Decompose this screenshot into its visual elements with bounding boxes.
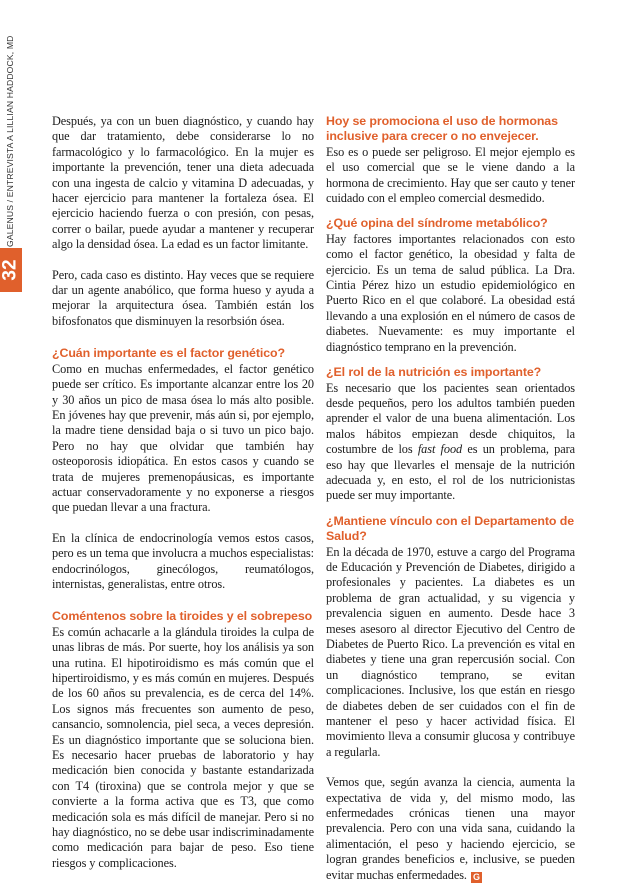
running-head <box>3 22 19 247</box>
section-heading: ¿Mantiene vínculo con el Departamento de Salud? <box>326 513 574 544</box>
side-strip <box>0 0 22 815</box>
section-heading: Coméntenos sobre la tiroides y el sobrepeso <box>52 609 313 624</box>
paragraph: Es común achacarle a la glándula tiroides la culpa de unas libras de más. Por suerte, hoy los análisis ya son una rutina. El hipotiroidismo es más común que el hipertiroidismo, y es más común en mujeres. Después de los 60 años su prevalencia, es de cerca del 14%. Los signos más frecuentes son aumento de peso, cansancio, somnolencia, piel seca, a veces depresión. Es un diagnóstico importante que se soluciona bien. Es necesario hacer pruebas de laboratorio y hay medicación bien conocida y bastante estandarizada con T4 (tiroxina) que se controla mejor y que se convierte a la forma activa que es T3, que como medicación sola es más difícil de manejar. Pero si no hay diagnóstico, no se debe usar indiscriminadamente como medicación para bajar de peso. Eso tiene riesgos y complicaciones. <box>52 624 314 870</box>
paragraph <box>326 775 575 883</box>
paragraph: Después, ya con un buen diagnóstico, y cuando hay que dar tratamiento, debe considerarse lo no farmacológico y lo farmacológico. En la mujer es importante la prevención, tener una dieta adecuada con una ingesta de calcio y vitamina D adecuadas, y hacer ejercicio para mantener la fortaleza ósea. El ejercicio haciendo fuerza o con presión, con pesas, correr o bailar, puede ayudar a mantener y recuperar algo la densidad ósea. La edad es un factor limitante. <box>52 114 314 252</box>
paragraph: Como en muchas enfermedades, el factor genético puede ser crítico. Es importante alcanzar entre los 20 y 30 años un pico de masa ósea lo más alto posible. En jóvenes hay que prevenir, más aún si, por ejemplo, la madre tiene densidad baja o si tuvo un pico bajo. Pero no hay que olvidar que también hay osteoporosis idiopática. En estos casos y cuando se trata de mujeres premenopáusicas, es importante actuar conservadoramente y no exponerse a riesgos que puedan llevar a una fractura. <box>52 361 314 515</box>
right-column <box>326 114 575 883</box>
paragraph-text: es un problema, para eso hay que llevarles el mensaje de la nutrición adecuada y, en esto, el rol de los nutricionistas puede ser muy importante. <box>326 442 575 503</box>
paragraph: Hay factores importantes relacionados con esto como el factor genético, la obesidad y falta de ejercicio. Es un tema de salud pública. La Dra. Cintia Pérez hizo un estudio epidemiológico en Puerto Rico en el que colaboré. La obesidad está llevando a una explosión en el número de casos de diabetes. Nuevamente: es muy importante el diagnóstico temprano en la prevención. <box>326 231 575 354</box>
end-mark-logo: G <box>471 872 482 883</box>
running-head-text: GALENUS / ENTREVISTA A LILLIAN HADDOCK, MD <box>5 35 15 247</box>
paragraph-text: Es necesario que los pacientes sean orientados desde pequeños, pero los adultos también pueden aprender el valor de una buena alimentación. Los malos hábitos empiezan desde chiquitos, la costumbre de los <box>326 380 575 457</box>
emphasis-text: fast food <box>417 442 463 457</box>
paragraph: Eso es o puede ser peligroso. El mejor ejemplo es el uso comercial que se le viene dando a la hormona de crecimiento. Hay que ser cauto y tener cuidado con el empleo comercial desmedido. <box>326 144 575 206</box>
section-heading: ¿Qué opina del síndrome metabólico? <box>326 216 548 231</box>
paragraph <box>326 381 575 504</box>
section-heading: ¿El rol de la nutrición es importante? <box>326 365 542 380</box>
paragraph: Pero, cada caso es distinto. Hay veces que se requiere dar un agente anabólico, que forma hueso y ayuda a mejorar la arquitectura ósea. También están los bifosfonatos que disminuyen la resorbsión ósea. <box>52 267 314 328</box>
page-number: 32 <box>0 259 21 281</box>
section-heading: ¿Cuán importante es el factor genético? <box>52 346 285 361</box>
paragraph: En la clínica de endocrinología vemos estos casos, pero es un tema que involucra a muchos especialistas: endocrinólogos, ginecólogos, reumatólogos, internistas, generalistas, entre otros. <box>52 530 314 591</box>
left-column <box>52 114 314 871</box>
paragraph-text: Vemos que, según avanza la ciencia, aumenta la expectativa de vida y, del mismo modo, las enfermedades crónicas tienen una mayor prevalencia. Pero con una vida sana, cuidando la alimentación, el peso y haciendo ejercicio, se logran grandes beneficios e, inclusive, se pueden evitar muchas enfermedades. <box>326 775 575 882</box>
section-heading: Hoy se promociona el uso de hormonas inclusive para crecer o no envejecer. <box>326 114 558 144</box>
page-number-tab <box>0 248 22 292</box>
paragraph: En la década de 1970, estuve a cargo del Programa de Educación y Prevención de Diabetes, dirigido a profesionales y pacientes. La diabetes es un problema de gran actualidad, y su vigencia y prevalencia siguen en aumento. Desde hace 3 meses asesoro al director Ejecutivo del Centro de Diabetes de Puerto Rico. La prevención es vital en diabetes y tiene una gran repercusión social. Con un diagnóstico temprano, se evitan complicaciones. Inclusive, los que están en riesgo de diabetes deben de ser cuidados con el fin de mantener el peso y hacer actividad física. El movimiento lleva a consumir glucosa y contribuye a regularla. <box>326 544 575 759</box>
